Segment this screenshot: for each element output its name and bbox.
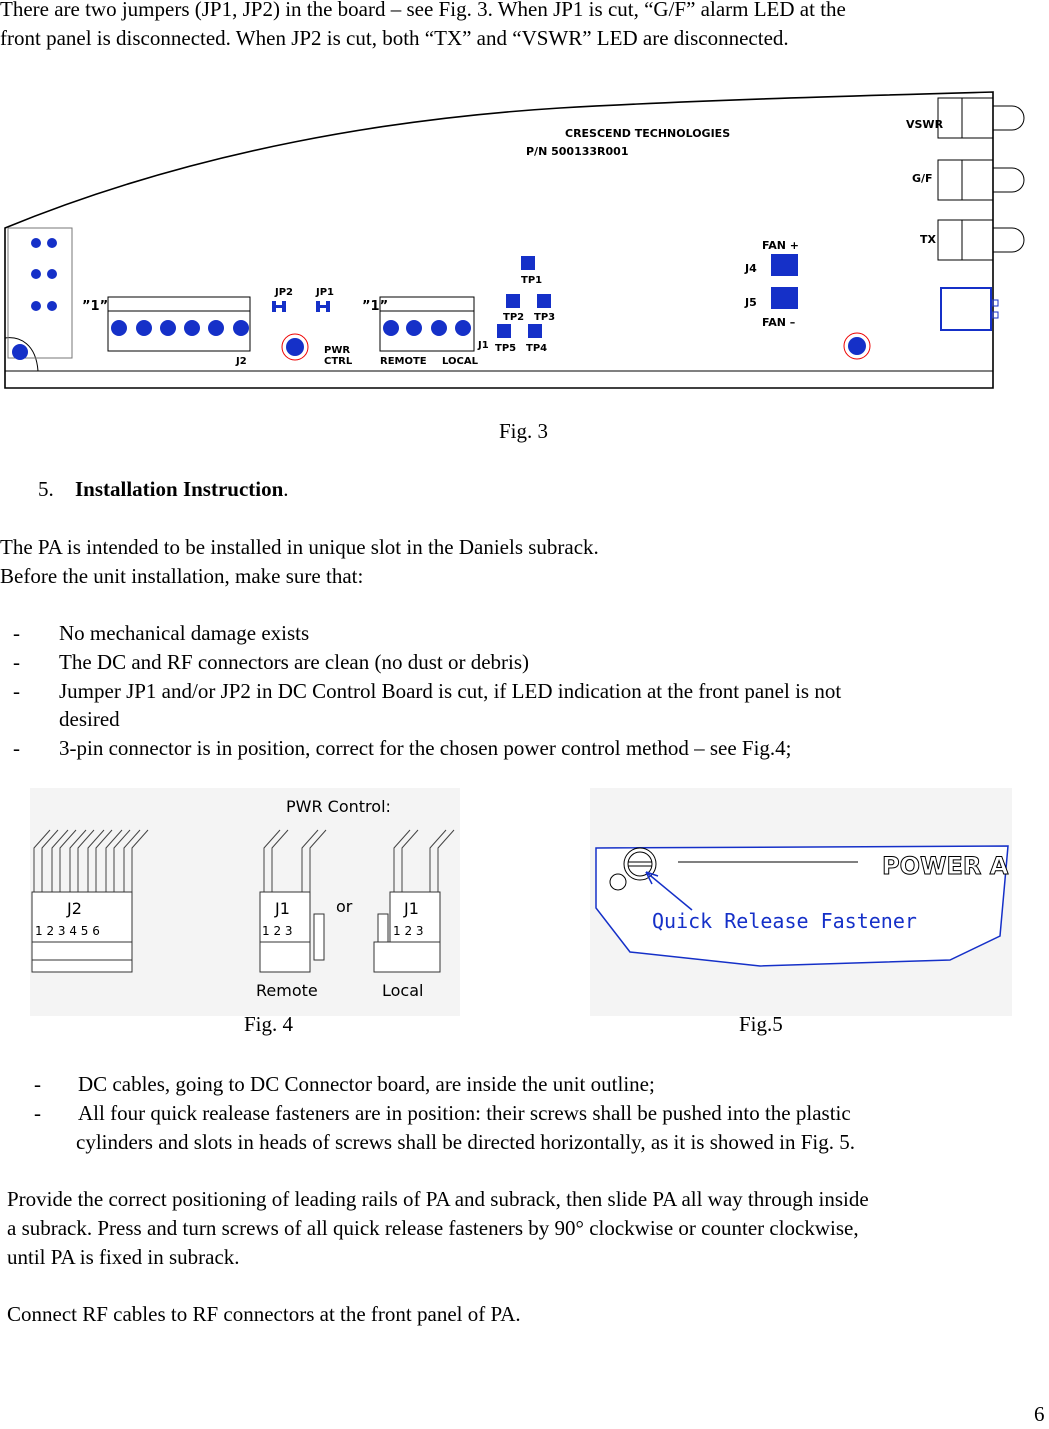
led-gf-label: G/F [912,172,933,185]
list-item: 3-pin connector is in position, correct for the chosen power control method – see Fig.4; [59,736,792,760]
list-dash: - [13,621,20,645]
jp1-label: JP1 [316,287,335,298]
fig4-title: PWR Control: [286,797,391,816]
fig4-j1-local-pins: 1 2 3 [393,924,424,938]
para2-line-1: Provide the correct positioning of leading rails of PA and subrack, then slide PA all way through inside [7,1187,869,1211]
list-dash: - [13,736,20,760]
section-heading [75,475,289,504]
fig5-fastener-label: Quick Release Fastener [652,909,917,933]
j5-label: J5 [745,296,757,309]
fig4-j1-remote-label: J1 [275,899,290,918]
section-title: Installation Instruction [75,477,284,501]
intro-line-1: There are two jumpers (JP1, JP2) in the board – see Fig. 3. When JP1 is cut, “G/F” alarm LED at the [0,0,846,21]
fig4-j2-label: J2 [67,899,82,918]
para2-line-3: until PA is fixed in subrack. [7,1245,240,1269]
list-dash: - [13,650,20,674]
fig4-connector-diagram [30,788,460,1016]
fig4-j1-local-label: J1 [404,899,419,918]
led-vswr-label: VSWR [906,118,944,131]
pwr-label: PWR [324,345,351,356]
board-part-number: P/N 500133R001 [526,145,629,158]
j2-board-label: J2 [236,356,247,367]
j1-board-label: J1 [478,340,489,351]
tp2-label: TP2 [503,312,525,323]
para1-line-2: Before the unit installation, make sure that: [0,564,364,588]
page-number: 6 [1034,1402,1045,1426]
list-dash: - [13,679,20,703]
ctrl-label: CTRL [324,356,353,367]
fig3-board-diagram [0,78,1049,398]
board-company: CRESCEND TECHNOLOGIES [565,127,731,140]
list-dash: - [34,1101,41,1125]
fig4-j2-pins: 1 2 3 4 5 6 [35,924,100,938]
fig5-fastener-diagram [590,788,1012,1016]
fig4-local-label: Local [382,981,424,1000]
list-item: DC cables, going to DC Connector board, are inside the unit outline; [78,1072,655,1096]
para3: Connect RF cables to RF connectors at the front panel of PA. [7,1302,521,1326]
section-title-suffix: . [283,477,289,501]
remote-label: REMOTE [380,356,427,367]
fan-plus-label: FAN + [762,239,800,252]
tp3-label: TP3 [534,312,556,323]
tp1-label: TP1 [521,275,543,286]
list-item: No mechanical damage exists [59,621,310,645]
jp2-label: JP2 [275,287,294,298]
led-tx-label: TX [920,233,936,246]
list-item-continuation: desired [59,707,120,731]
fig5-power-label: POWER A [882,852,1009,880]
fig4-j1-remote-pins: 1 2 3 [262,924,293,938]
fan-minus-label: FAN – [762,316,796,329]
j1-quote-label: ”1” [362,299,389,314]
para1-line-1: The PA is intended to be installed in unique slot in the Daniels subrack. [0,535,599,559]
fig4-caption: Fig. 4 [244,1012,294,1036]
fig5-caption: Fig.5 [739,1012,783,1036]
list-item-continuation: cylinders and slots in heads of screws shall be directed horizontally, as it is showed in Fig. 5. [76,1130,855,1154]
list-dash: - [34,1072,41,1096]
j4-label: J4 [745,262,757,275]
fig4-or-label: or [336,897,353,916]
section-number: 5. [38,477,54,501]
local-label: LOCAL [442,356,478,367]
list-item: All four quick realease fasteners are in position: their screws shall be pushed into the plastic [78,1101,851,1125]
fig3-caption: Fig. 3 [499,419,549,443]
list-item: Jumper JP1 and/or JP2 in DC Control Board is cut, if LED indication at the front panel is not [59,679,842,703]
intro-line-2: front panel is disconnected. When JP2 is cut, both “TX” and “VSWR” LED are disconnected. [0,26,789,50]
tp5-label: TP5 [495,343,517,354]
tp4-label: TP4 [526,343,548,354]
j2-quote-label: ”1” [82,299,109,314]
fig4-remote-label: Remote [256,981,318,1000]
para2-line-2: a subrack. Press and turn screws of all quick release fasteners by 90° clockwise or counter clockwise, [7,1216,859,1240]
list-item: The DC and RF connectors are clean (no dust or debris) [59,650,530,674]
